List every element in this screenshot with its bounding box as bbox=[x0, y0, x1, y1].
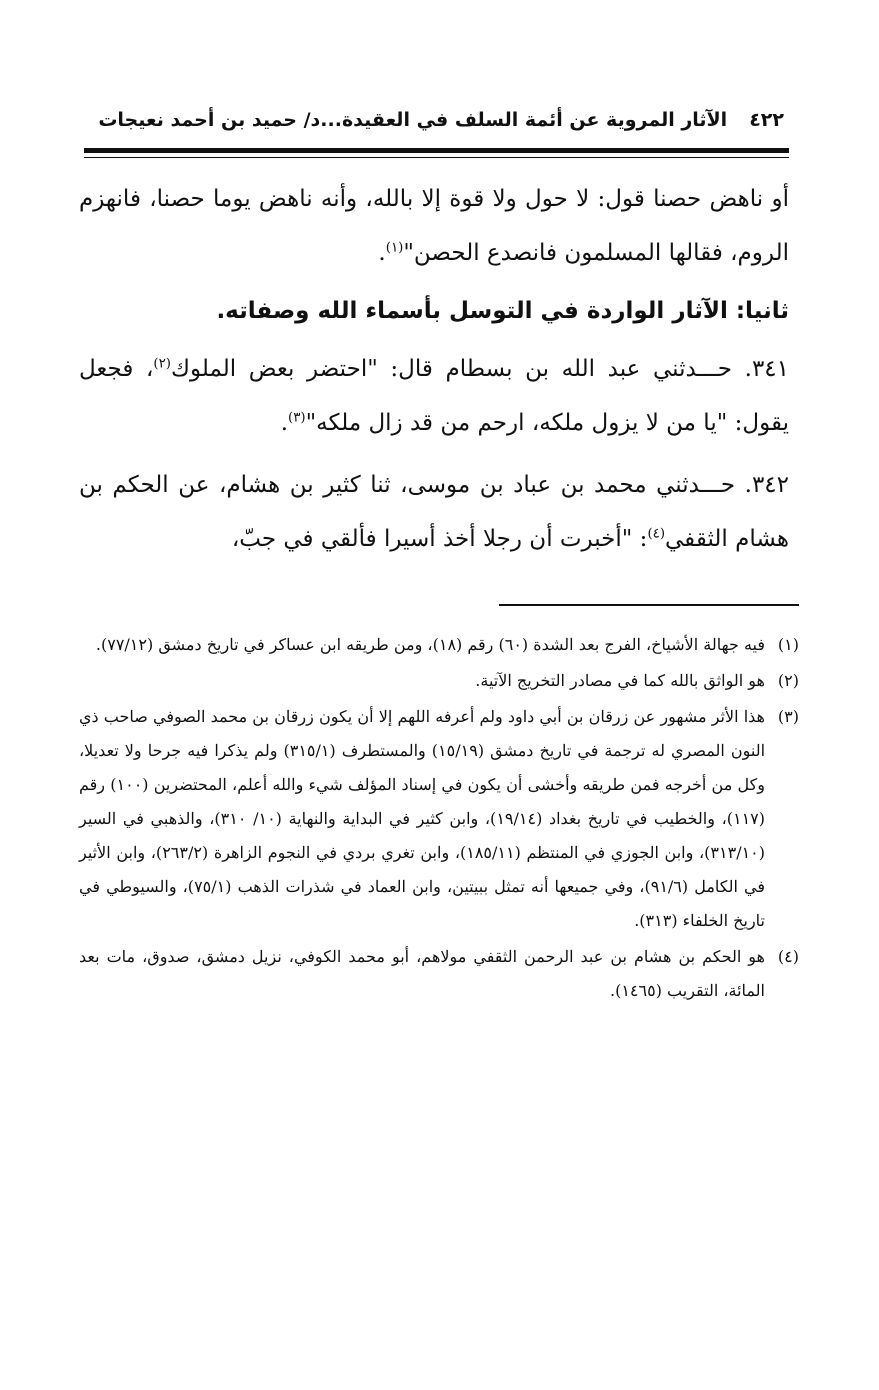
header-rule-thick bbox=[84, 148, 789, 153]
main-text bbox=[79, 172, 789, 566]
page-number: ٤٢٢ bbox=[749, 109, 784, 131]
footnote-number: (٤) bbox=[777, 947, 799, 966]
paragraph-continuation: أو ناهض حصنا قول: لا حول ولا قوة إلا بالله، وأنه ناهض يوما حصنا، فانهزم الروم، فقالها المسلمون فانصدع الحصن"$^{(١)}$. bbox=[79, 186, 789, 266]
narration-342: ٣٤٢. حـــدثني محمد بن عباد بن موسى، ثنا كثير بن هشام، عن الحكم بن هشام الثقفي$^{(٤)}$: "أخبرت أن رجلا أخذ أسيرا فألقي في جبّ، bbox=[79, 472, 789, 552]
footnote-1 bbox=[79, 628, 799, 662]
section-heading: ثانيا: الآثار الواردة في التوسل بأسماء الله وصفاته. bbox=[216, 298, 789, 324]
running-header bbox=[78, 100, 784, 140]
footnote-text: هذا الأثر مشهور عن زرقان بن أبي داود ولم أعرفه اللهم إلا أن يكون زرقان بن محمد الصوفي صاحب ذي النون المصري له ترجمة في تاريخ دمشق (١٥/١٩) والمستطرف (٣١٥/١) ولم يذكرا فيه جرحا ولا تعديلا، وكل من أخرجه فمن طريقه وأخشى أن يكون في إسناد المؤلف شيء والله أعلم، المحتضرين (١٠٠) رقم (١١٧)، والخطيب في تاريخ بغداد (١٩/١٤)، وابن كثير في البداية والنهاية (١٠/ ٣١٠)، والذهبي في السير (٣١٣/١٠)، وابن الجوزي في المنتظم (١٨٥/١١)، وابن تغري بردي في النجوم الزاهرة (٢٦٣/٢)، وابن الأثير في الكامل (٩١/٦)، وفي جميعها أنه تمثل ببيتين، وابن العماد في شذرات الذهب (٧٥/١)، والسيوطي في تاريخ الخلفاء (٣١٣). bbox=[79, 707, 766, 930]
footnote-number: (٣) bbox=[777, 707, 799, 726]
footnote-text: هو الحكم بن هشام بن عبد الرحمن الثقفي مولاهم، أبو محمد الكوفي، نزيل دمشق، صدوق، مات بعد المائة، التقريب (١٤٦٥). bbox=[79, 947, 765, 1000]
footnote-number: (٢) bbox=[777, 671, 799, 690]
footnote-4 bbox=[79, 940, 799, 1008]
narration-341: ٣٤١. حـــدثني عبد الله بن بسطام قال: "احتضر بعض الملوك$^{(٢)}$، فجعل يقول: "يا من لا يزول ملكه، ارحم من قد زال ملكه"$^{(٣)}$. bbox=[79, 356, 790, 436]
footnote-ref-1: (١) bbox=[385, 240, 404, 256]
footnote-ref-2: (٢) bbox=[153, 356, 171, 372]
footnote-number: (١) bbox=[777, 635, 799, 654]
header-rule-thin bbox=[84, 157, 789, 158]
footnote-text: فيه جهالة الأشياخ، الفرج بعد الشدة (٦٠) رقم (١٨)، ومن طريقه ابن عساكر في تاريخ دمشق (٧٧/١٢). bbox=[95, 635, 765, 654]
footnote-separator bbox=[499, 604, 799, 606]
footnote-ref-4: (٤) bbox=[647, 526, 666, 542]
footnotes bbox=[79, 628, 799, 1010]
header-title: الآثار المروية عن أئمة السلف في العقيدة...د/ حميد بن أحمد نعيجات bbox=[98, 109, 728, 131]
footnote-text: هو الواثق بالله كما في مصادر التخريج الآتية. bbox=[475, 671, 765, 690]
footnote-ref-3: (٣) bbox=[288, 410, 306, 426]
footnote-2 bbox=[79, 664, 799, 698]
footnote-3 bbox=[79, 700, 799, 938]
